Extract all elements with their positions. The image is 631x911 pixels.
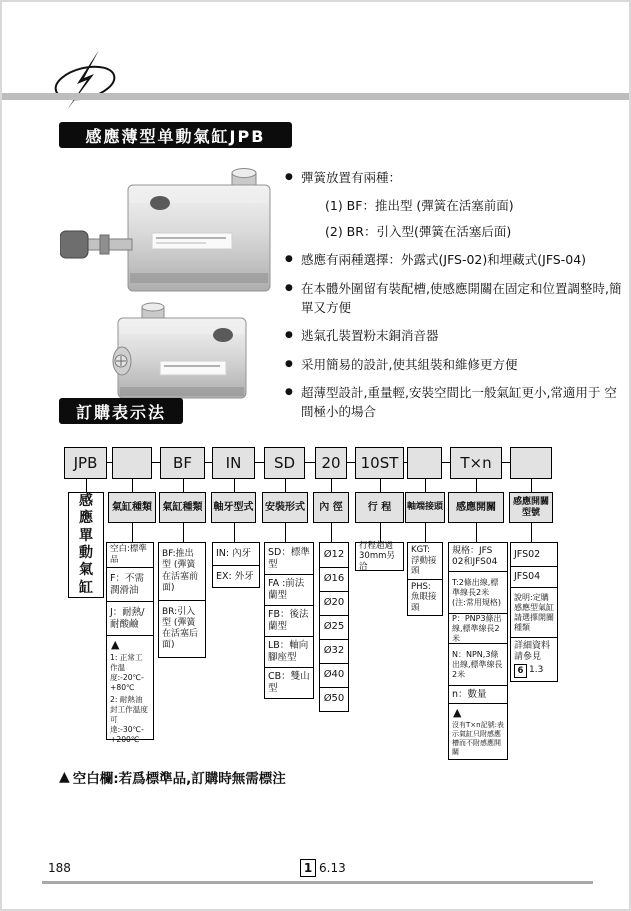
bullet-icon: ● bbox=[285, 172, 293, 182]
bullet-icon: ● bbox=[285, 387, 293, 397]
code-box-sensor bbox=[450, 447, 502, 479]
code-label: 20 bbox=[321, 454, 341, 472]
header-divider bbox=[2, 93, 629, 100]
code-label: 10ST bbox=[360, 454, 399, 472]
option-cell: KGT: 浮動接頭 bbox=[411, 545, 437, 577]
connector-line bbox=[234, 479, 235, 492]
connector-line bbox=[132, 523, 133, 542]
connector-line bbox=[234, 523, 235, 542]
category-label: 安裝形式 bbox=[265, 501, 305, 513]
category-label: 氣缸種類 bbox=[162, 501, 203, 513]
code-label: JPB bbox=[73, 454, 98, 472]
connector-line bbox=[425, 479, 426, 492]
reference-page: 1.3 bbox=[529, 665, 544, 676]
code-box-rod-end bbox=[407, 447, 442, 479]
option-cell: N：NPN,3條出線,標準線長2米 bbox=[449, 643, 507, 685]
note-text: 空白欄:若爲標準品,訂購時無需標注 bbox=[72, 771, 286, 787]
category-label: 內 徑 bbox=[319, 501, 343, 513]
feature-text: 彈簧放置有兩種： bbox=[301, 170, 402, 185]
code-box-option bbox=[112, 447, 152, 479]
detail-sensor-switch bbox=[448, 542, 508, 760]
detail-bore-sizes bbox=[319, 542, 349, 712]
warning-text: 沒有T×n記號:表示氣缸只附感應槽而不附感應開關 bbox=[452, 721, 504, 757]
connector-line bbox=[132, 479, 133, 492]
list-item bbox=[285, 326, 627, 345]
option-cell: 說明:定購感應型氣缸請選擇開關種類 bbox=[511, 587, 557, 637]
bore-cell: Ø25 bbox=[320, 615, 348, 639]
bullet-icon: ● bbox=[285, 358, 293, 369]
code-label: IN bbox=[225, 454, 242, 472]
bullet-icon: ● bbox=[285, 330, 293, 341]
reference-text: 詳細資料請參見 bbox=[514, 640, 551, 662]
option-warning-cell bbox=[107, 635, 153, 744]
ordering-section-title bbox=[59, 398, 183, 424]
detail-stroke-note bbox=[355, 542, 404, 571]
connector-line bbox=[531, 523, 532, 542]
feature-text: 感應有兩種選擇：外露式(JFS-02)和埋藏式(JFS-04) bbox=[301, 252, 587, 268]
bullet-icon: ● bbox=[285, 282, 293, 293]
category-label: 感應開關 bbox=[456, 501, 496, 513]
ordering-title-label: 訂購表示法 bbox=[75, 402, 166, 422]
category-label: 氣缸種類 bbox=[112, 501, 152, 513]
option-cell: 空白:標準品 bbox=[110, 544, 147, 565]
section-reference bbox=[300, 859, 346, 877]
category-label: 軸端接頭 bbox=[406, 502, 443, 513]
code-label: SD bbox=[273, 454, 296, 472]
bore-cell: Ø12 bbox=[323, 548, 345, 560]
code-box-stroke bbox=[355, 447, 404, 479]
option-cell: SD：標準型 bbox=[268, 546, 310, 570]
bore-cell: Ø20 bbox=[320, 591, 348, 615]
code-box-bore bbox=[315, 447, 347, 479]
volume-badge: 1 bbox=[300, 859, 316, 877]
detail-thread-type bbox=[212, 542, 260, 588]
category-cylinder-kind-2 bbox=[159, 492, 206, 523]
detail-sensor-model bbox=[510, 542, 558, 682]
warning-text: 1: 正常工作温度:-20℃-+80℃ bbox=[110, 653, 144, 692]
option-cell: J：耐熱/耐酸鹼 bbox=[107, 601, 153, 635]
connector-line bbox=[331, 479, 332, 492]
code-box-type bbox=[160, 447, 205, 479]
warning-icon: ▲ bbox=[111, 638, 120, 651]
page-number: 188 bbox=[48, 861, 71, 875]
connector-line bbox=[86, 479, 87, 492]
stroke-note-cell: 行程超過30mm另洽 bbox=[359, 540, 395, 572]
option-cell: BF:推出型 (彈簧在活塞前面) bbox=[162, 549, 199, 593]
page-title bbox=[59, 122, 292, 148]
bore-cell: Ø50 bbox=[320, 687, 348, 711]
brand-logo-icon bbox=[47, 48, 127, 112]
cylinder-with-rod bbox=[60, 169, 270, 292]
code-label: T×n bbox=[460, 454, 492, 472]
series-name: 感應單動氣缸 bbox=[79, 492, 93, 596]
option-cell: JFS02 bbox=[514, 548, 541, 560]
category-mount-type bbox=[262, 492, 308, 523]
connector-line bbox=[425, 523, 426, 542]
option-cell: n：數量 bbox=[449, 685, 507, 703]
detail-cylinder-option bbox=[106, 542, 154, 744]
connector-line bbox=[380, 479, 381, 492]
list-item bbox=[285, 279, 627, 318]
option-cell: T:2條出線,標準線長2米 (注:常用規格) bbox=[449, 571, 507, 613]
page-title-label: 感應薄型单動氣缸JPB bbox=[85, 126, 266, 146]
category-label: 行 程 bbox=[367, 501, 392, 513]
feature-text: 在本體外圍留有裝配槽,使感應開關在固定和位置調整時,簡單又方便 bbox=[301, 280, 622, 315]
option-cell: PHS: 魚眼接頭 bbox=[408, 579, 442, 615]
bullet-icon: ● bbox=[285, 254, 293, 265]
connector-line bbox=[285, 479, 286, 492]
option-cell: EX: 外牙 bbox=[213, 565, 259, 587]
product-photo-cylinders bbox=[60, 165, 280, 400]
feature-list bbox=[285, 168, 627, 431]
category-rod-end bbox=[405, 492, 445, 523]
feature-text: 超薄型設計,重量輕,安裝空間比一般氣缸更小,常適用于 空間極小的場合 bbox=[301, 385, 617, 420]
detail-spring-type bbox=[158, 542, 206, 658]
feature-subtext: (2) BR：引入型(彈簧在活塞后面) bbox=[325, 223, 512, 239]
option-cell: JFS04 bbox=[511, 566, 557, 587]
connector-line bbox=[285, 523, 286, 542]
category-sensor bbox=[448, 492, 504, 523]
code-box-sensor-model bbox=[510, 447, 552, 479]
category-label: 感應開關型號 bbox=[512, 497, 549, 518]
reference-cell bbox=[511, 637, 557, 681]
connector-line bbox=[476, 523, 477, 542]
connector-line bbox=[183, 523, 184, 542]
option-cell: P：PNP3條出線,標準線長2米 bbox=[449, 613, 507, 643]
code-label: BF bbox=[173, 454, 192, 472]
option-cell: LB：軸向腳座型 bbox=[265, 636, 313, 667]
sensor-warning-cell bbox=[449, 703, 507, 759]
option-cell: 規格：JFS 02和JFS04 bbox=[452, 545, 498, 567]
connector-line bbox=[183, 479, 184, 492]
bore-cell: Ø32 bbox=[320, 639, 348, 663]
detail-rod-end bbox=[407, 542, 443, 616]
option-cell: CB：雙山型 bbox=[265, 667, 313, 698]
code-box-thread bbox=[212, 447, 255, 479]
option-cell: IN: 內牙 bbox=[216, 548, 252, 560]
category-sensor-model bbox=[509, 492, 553, 523]
option-cell: BR:引入型 (彈簧在活塞后面) bbox=[159, 600, 205, 657]
bore-cell: Ø16 bbox=[320, 567, 348, 591]
option-cell: FB：後法蘭型 bbox=[265, 605, 313, 636]
connector-line bbox=[380, 523, 381, 542]
cylinder-compact bbox=[113, 303, 246, 398]
connector-line bbox=[331, 523, 332, 542]
option-cell: F：不需潤滑油 bbox=[107, 567, 153, 601]
code-box-mount bbox=[264, 447, 305, 479]
option-cell: FA :前法蘭型 bbox=[265, 574, 313, 605]
bore-cell: Ø40 bbox=[320, 663, 348, 687]
feature-text: 逃氣孔裝置粉末銅消音器 bbox=[301, 328, 439, 344]
blank-field-note bbox=[59, 767, 286, 787]
section-number: 6.13 bbox=[319, 861, 346, 875]
category-bore bbox=[313, 492, 349, 523]
category-stroke bbox=[355, 492, 404, 523]
volume-badge: 6 bbox=[514, 664, 527, 678]
detail-mounting-type bbox=[264, 542, 314, 699]
warning-icon: ▲ bbox=[453, 706, 462, 719]
feature-subtext: (1) BF：推出型 (彈簧在活塞前面) bbox=[325, 198, 514, 214]
list-item bbox=[285, 250, 627, 269]
list-item bbox=[285, 168, 627, 187]
code-box-series bbox=[64, 447, 107, 479]
warning-text: 2: 耐熱油封工作温度可達:-30℃-+200℃ bbox=[110, 695, 148, 744]
warning-icon: ▲ bbox=[59, 769, 70, 785]
footer-divider bbox=[42, 881, 593, 884]
list-item bbox=[285, 355, 627, 374]
connector-line bbox=[476, 479, 477, 492]
feature-text: 采用簡易的設計,使其組裝和維修更方便 bbox=[301, 356, 518, 372]
category-label: 軸牙型式 bbox=[213, 501, 254, 513]
series-name-box bbox=[68, 492, 104, 598]
category-cylinder-kind-1 bbox=[108, 492, 156, 523]
connector-line bbox=[531, 479, 532, 492]
category-thread-type bbox=[211, 492, 256, 523]
list-item bbox=[285, 383, 627, 422]
